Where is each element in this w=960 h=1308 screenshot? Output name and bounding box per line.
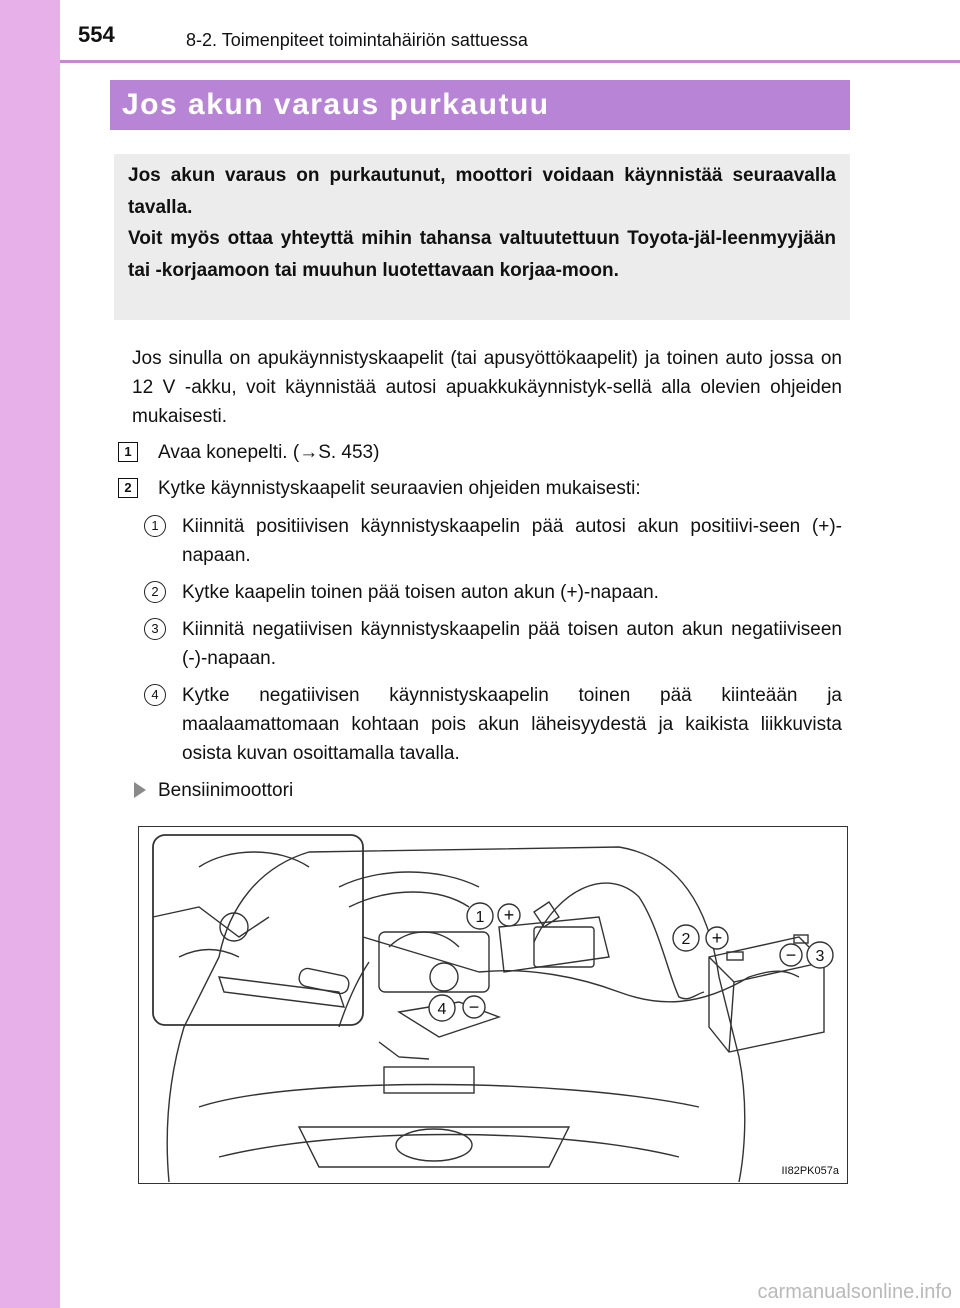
section-heading: Jos akun varaus purkautuu [110, 80, 850, 130]
chapter-title: 8-2. Toimenpiteet toimintahäiriön sattuessa [186, 30, 528, 50]
step-number-2: 2 [118, 478, 138, 498]
step-1-text: Avaa konepelti. ( [158, 442, 300, 463]
substep-number-4: 4 [144, 684, 166, 706]
figure-plus-sign-2: + [711, 928, 723, 948]
figure-plus-sign-1: + [503, 905, 515, 925]
step-1 [158, 438, 838, 467]
figure-callout-2: 2 [681, 931, 691, 948]
summary-paragraph-1: Jos akun varaus on purkautunut, moottori voidaan käynnistää seuraavalla tavalla. [128, 165, 836, 218]
header-divider [60, 60, 960, 63]
page-number: 554 [78, 22, 115, 47]
figure-code: II82PK057a [781, 1165, 839, 1177]
watermark: carmanualsonline.info [757, 1281, 952, 1303]
figure-callout-1: 1 [475, 909, 485, 926]
intro-paragraph: Jos sinulla on apukäynnistyskaapelit (tai apusyöttökaapelit) ja toinen auto jossa on 12 V -akku, voit käynnistää autosi apuakkukäynnistyk-sellä alla olevien ohjeiden mukaisesti. [132, 348, 842, 427]
substep-3-text: Kiinnitä negatiivisen käynnistyskaapelin pää toisen auton akun negatiiviseen (-)-napaan. [182, 619, 842, 669]
figure-minus-sign-3: − [785, 945, 797, 965]
substep-number-2: 2 [144, 581, 166, 603]
substep-2-text: Kytke kaapelin toinen pää toisen auton akun (+)-napaan. [182, 582, 659, 603]
side-tab-bar [0, 0, 60, 1308]
figure-callout-4: 4 [437, 1001, 447, 1018]
bullet-engine-type: Bensiinimoottori [158, 780, 294, 801]
figure-minus-sign-4: − [468, 997, 480, 1017]
substep-4-text: Kytke negatiivisen käynnistyskaapelin toinen pää kiinteään ja maalaamattomaan kohtaan pois akun läheisyydestä ja kaikista liikkuvista osista kuvan osoittamalla tavalla. [182, 685, 842, 764]
step-2-text: Kytke käynnistyskaapelit seuraavien ohjeiden mukaisesti: [158, 478, 641, 499]
substep-number-1: 1 [144, 515, 166, 537]
figure-callout-3: 3 [815, 948, 825, 965]
substep-1-text: Kiinnitä positiivisen käynnistyskaapelin pää autosi akun positiivi-seen (+)-napaan. [182, 516, 842, 566]
jump-start-illustration [138, 826, 848, 1184]
arrow-right-icon: → [299, 442, 319, 463]
step-1-page-ref[interactable]: S. 453) [318, 442, 380, 463]
bullet-triangle-icon [134, 782, 146, 798]
substep-number-3: 3 [144, 618, 166, 640]
summary-box [114, 154, 850, 320]
engine-bay-drawing [139, 827, 846, 1182]
summary-paragraph-2: Voit myös ottaa yhteyttä mihin tahansa valtuutettuun Toyota-jäl-leenmyyjään tai -korjaamoon tai muuhun luotettavaan korjaa-moon. [128, 228, 836, 281]
step-number-1: 1 [118, 442, 138, 462]
